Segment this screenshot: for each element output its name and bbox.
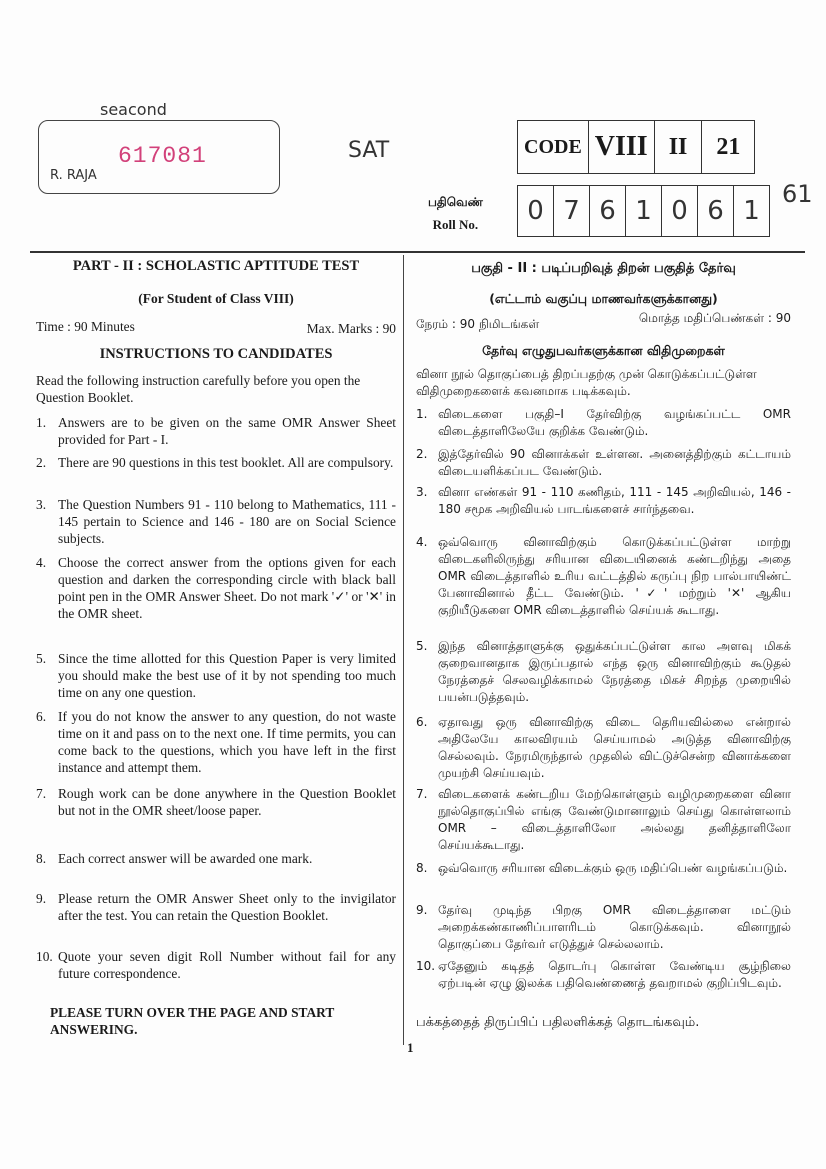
item-number: 10. — [416, 959, 436, 973]
instruction-item — [36, 708, 396, 776]
roll-number-boxes — [517, 185, 770, 237]
item-number: 9. — [416, 903, 428, 917]
stamp-number: 617081 — [118, 143, 207, 169]
roll-digit: 0 — [518, 186, 554, 236]
english-intro: Read the following instruction carefully before you open the Question Booklet. — [36, 373, 361, 405]
instruction-item — [416, 958, 791, 992]
item-text: இந்த வினாத்தாளுக்கு ஒதுக்கப்பட்டுள்ள கால அளவு மிகக் குறைவானதாக இருப்பதால் எந்த ஒரு வினாவிற்கும் கூடுதல் நேரத்தைச் செலவழிக்காமல் நேரத்தை மிகச் சிறந்த முறையில் பயன்படுத்தவும். — [438, 639, 791, 704]
item-number: 8. — [36, 851, 47, 866]
stamp-name: R. RAJA — [50, 168, 97, 183]
instruction-item — [416, 406, 791, 440]
item-number: 5. — [36, 651, 47, 666]
item-number: 6. — [416, 715, 428, 729]
item-text: வினா எண்கள் 91 - 110 கணிதம், 111 - 145 அறிவியல், 146 - 180 சமூக அறிவியல் பாடங்களைச் சார்ந்தவை. — [438, 485, 791, 516]
item-number: 4. — [416, 535, 428, 549]
item-text: இத்தேர்வில் 90 வினாக்கள் உள்ளன. அனைத்திற்கும் கட்டாயம் விடையளிக்கப்பட வேண்டும். — [438, 447, 791, 478]
item-number: 7. — [36, 786, 47, 801]
item-text: ஏதேனும் கடிதத் தொடர்பு கொள்ள வேண்டிய சூழ்நிலை ஏற்படின் ஏழு இலக்க பதிவெண்ணைத் தவறாமல் குறிப்பிடவும். — [438, 959, 791, 990]
code-part: II — [655, 121, 703, 173]
roll-digit: 6 — [698, 186, 734, 236]
divider-horizontal — [30, 251, 805, 253]
item-number: 10. — [36, 949, 53, 964]
item-text: Each correct answer will be awarded one mark. — [58, 851, 313, 866]
english-subtitle: (For Student of Class VIII) — [138, 291, 294, 306]
tamil-marks: மொத்த மதிப்பெண்கள் : 90 — [638, 311, 791, 325]
item-text: There are 90 questions in this test booklet. All are compulsory. — [58, 455, 394, 470]
tamil-time: நேரம் : 90 நிமிடங்கள் — [416, 317, 540, 331]
roll-digit: 6 — [590, 186, 626, 236]
roll-label — [428, 195, 483, 233]
english-heading: INSTRUCTIONS TO CANDIDATES — [99, 346, 333, 362]
item-number: 3. — [416, 485, 428, 499]
item-text: தேர்வு முடிந்த பிறகு OMR விடைத்தாளை மட்டும் அறைக்கண்காணிப்பாளரிடம் கொடுக்கவும். வினாநூல் தொகுப்பை தேர்வர் எடுத்துச் செல்லலாம். — [438, 903, 791, 951]
instruction-item — [416, 714, 791, 782]
item-text: ஒவ்வொரு வினாவிற்கும் கொடுக்கப்பட்டுள்ள மாற்று விடைகளிலிருந்து சரியான விடையினைக் கண்டறிந்து அதை OMR விடைத்தாளில் உரிய வட்டத்தில் கருப்பு நிற பால்பாயிண்ட் பேனாவினால் தீட்ட வேண்டும். '✓' மற்றும் '✕' ஆகிய குறியீடுகளை OMR விடைத்தாளில் செய்யக் கூடாது. — [438, 535, 791, 617]
item-text: The Question Numbers 91 - 110 belong to Mathematics, 111 - 145 pertain to Science and 146 - 180 are on Social Science subjects. — [58, 497, 396, 546]
instruction-item — [416, 860, 787, 877]
instruction-item — [36, 890, 396, 924]
roll-label-english: Roll No. — [432, 217, 479, 232]
instruction-item — [416, 786, 791, 854]
tamil-closing: பக்கத்தைத் திருப்பிப் பதிலளிக்கத் தொடங்கவும். — [416, 1015, 700, 1030]
handwritten-note: seacond — [100, 100, 167, 119]
instruction-item — [36, 496, 396, 547]
code-box — [517, 120, 755, 174]
code-class: VIII — [589, 121, 655, 173]
item-number: 3. — [36, 497, 47, 512]
item-text: ஒவ்வொரு சரியான விடைக்கும் ஒரு மதிப்பெண் வழங்கப்படும். — [438, 861, 788, 875]
instruction-item — [36, 785, 396, 819]
item-number: 4. — [36, 555, 47, 570]
roll-extra-handwritten: 61 — [782, 180, 813, 208]
tamil-intro: வினா நூல் தொகுப்பைத் திறப்பதற்கு முன் கொடுக்கப்பட்டுள்ள விதிமுறைகளைக் கவனமாக படிக்கவும். — [416, 367, 757, 398]
english-marks: Max. Marks : 90 — [306, 321, 396, 336]
roll-digit: 7 — [554, 186, 590, 236]
item-number: 6. — [36, 709, 47, 724]
roll-label-tamil: பதிவெண் — [428, 195, 483, 209]
item-text: Since the time allotted for this Question Paper is very limited you should make the best use of it by not spending too much time on any one question. — [58, 651, 396, 700]
instruction-item — [416, 534, 791, 619]
instruction-item — [416, 484, 791, 518]
divider-vertical — [403, 255, 404, 1045]
tamil-subtitle: (எட்டாம் வகுப்பு மாணவர்களுக்கானது) — [489, 291, 718, 306]
item-number: 7. — [416, 787, 428, 801]
roll-digit: 1 — [626, 186, 662, 236]
roll-digit: 0 — [662, 186, 698, 236]
instruction-item — [416, 638, 791, 706]
item-text: Please return the OMR Answer Sheet only to the invigilator after the test. You can retain the Question Booklet. — [58, 891, 396, 923]
item-text: If you do not know the answer to any question, do not waste time on it and pass on to the next one. If time permits, you can come back to the questions, which you have left in the first instance and attempt them. — [58, 709, 396, 775]
item-number: 2. — [416, 447, 428, 461]
code-label: CODE — [518, 121, 589, 173]
item-number: 2. — [36, 455, 47, 470]
item-number: 1. — [36, 415, 47, 430]
english-closing: PLEASE TURN OVER THE PAGE AND START ANSWERING. — [50, 1005, 335, 1037]
item-number: 5. — [416, 639, 428, 653]
instruction-item — [36, 554, 396, 622]
item-text: Choose the correct answer from the options given for each question and darken the corresponding circle with black ball point pen in the OMR Answer Sheet. Do not mark '✓' or '✕' in the OMR sheet. — [58, 555, 396, 621]
item-text: விடைகளைக் கண்டறிய மேற்கொள்ளும் வழிமுறைகளை வினா நூல்தொகுப்பில் எங்கு வேண்டுமானாலும் செய்து கொள்ளலாம் OMR – விடைத்தாளிலோ அல்லது தனித்தாளிலோ செய்யக்கூடாது. — [438, 787, 791, 852]
page-number: 1 — [407, 1040, 414, 1055]
instruction-item — [416, 902, 791, 953]
roll-digit: 1 — [743, 196, 760, 226]
tamil-heading: தேர்வு எழுதுபவர்களுக்கான விதிமுறைகள் — [482, 343, 725, 358]
item-text: Quote your seven digit Roll Number without fail for any future correspondence. — [58, 949, 396, 981]
code-number: 21 — [716, 134, 741, 160]
tamil-title: பகுதி - II : படிப்பறிவுத் திறன் பகுதித் தேர்வு — [471, 261, 736, 276]
item-text: Answers are to be given on the same OMR Answer Sheet provided for Part - I. — [58, 415, 396, 447]
item-number: 1. — [416, 407, 428, 421]
instruction-item — [36, 414, 396, 448]
item-number: 9. — [36, 891, 47, 906]
instruction-item — [416, 446, 791, 480]
instruction-item — [36, 948, 396, 982]
item-text: ஏதாவது ஒரு வினாவிற்கு விடை தெரியவில்லை என்றால் அதிலேயே காலவிரயம் செய்யாமல் அடுத்த வினாவிற்கு செல்லவும். நேரமிருந்தால் முதலில் விட்டுச்சென்ற வினாக்களை முயற்சி செய்யவும். — [438, 715, 791, 780]
item-text: Rough work can be done anywhere in the Question Booklet but not in the OMR sheet/loose paper. — [58, 786, 396, 818]
instruction-item — [36, 650, 396, 701]
item-number: 8. — [416, 861, 428, 875]
english-title: PART - II : SCHOLASTIC APTITUDE TEST — [72, 258, 360, 274]
item-text: விடைகளை பகுதி–I தேர்விற்கு வழங்கப்பட்ட OMR விடைத்தாளிலேயே குறிக்க வேண்டும். — [438, 407, 791, 438]
english-time: Time : 90 Minutes — [36, 319, 135, 334]
handwritten-sat: SAT — [348, 138, 390, 163]
instruction-item — [36, 454, 393, 471]
instruction-item — [36, 850, 312, 867]
